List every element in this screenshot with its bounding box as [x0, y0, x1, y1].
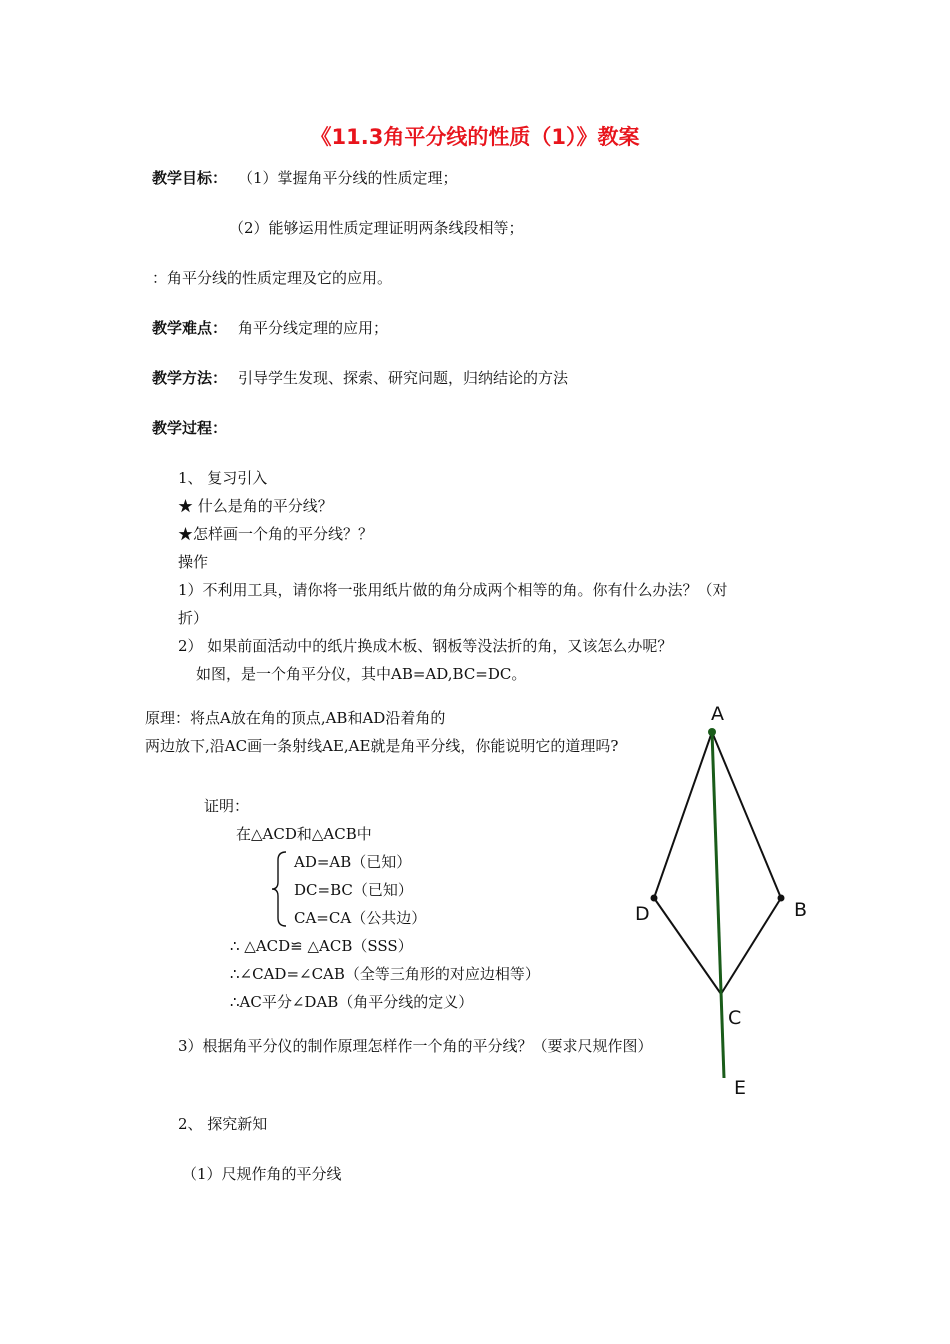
section1-heading: 1、 复习引入: [178, 469, 268, 487]
section2-heading: 2、 探究新知: [178, 1115, 268, 1133]
label-a: A: [711, 703, 724, 725]
brace-icon: [270, 850, 288, 928]
goal-item-2: （2）能够运用性质定理证明两条线段相等；: [229, 219, 524, 237]
step2: 2） 如果前面活动中的纸片换成木板、钢板等没法折的角，又该怎么办呢？: [178, 637, 673, 655]
principle-line1: 原理：将点A放在角的顶点,AB和AD沿着角的: [145, 709, 446, 727]
process-label: 教学过程：: [152, 419, 228, 437]
proof-condition-3: CA=CA（公共边）: [294, 909, 427, 927]
difficulty-label: 教学难点：: [152, 319, 228, 337]
segment-bc: [721, 898, 781, 994]
proof-condition-1: AD=AB（已知）: [294, 853, 412, 871]
step1-line2: 折）: [178, 609, 209, 627]
method-label: 教学方法：: [152, 369, 228, 387]
label-e: E: [734, 1077, 747, 1099]
step3: 3）根据角平分仪的制作原理怎样作一个角的平分线？（要求尺规作图）: [178, 1037, 653, 1055]
principle-line2: 两边放下,沿AC画一条射线AE,AE就是角平分线，你能说明它的道理吗?: [145, 737, 619, 755]
point-d: [651, 895, 658, 902]
question-1: ★ 什么是角的平分线？: [178, 497, 333, 515]
question-2: ★怎样画一个角的平分线？？: [178, 525, 374, 543]
proof-conclusion-2: ∴∠CAD=∠CAB（全等三角形的对应边相等）: [230, 965, 540, 983]
segment-ab: [712, 732, 781, 898]
ray-ae: [712, 732, 724, 1078]
point-b: [778, 895, 785, 902]
proof-condition-2: DC=BC（已知）: [294, 881, 413, 899]
figure-note: 如图，是一个角平分仪，其中AB=AD,BC=DC。: [196, 665, 527, 683]
proof-conclusion-3: ∴AC平分∠DAB（角平分线的定义）: [230, 993, 474, 1011]
segment-ad: [654, 732, 712, 898]
proof-conclusion-1: ∴ △ACD≌ △ACB（SSS）: [230, 937, 413, 955]
label-c: C: [728, 1007, 742, 1029]
angle-bisector-figure: [620, 690, 820, 1110]
label-b: B: [794, 899, 808, 921]
proof-label: 证明：: [204, 797, 250, 815]
difficulty-text: 角平分线定理的应用；: [238, 319, 389, 337]
proof-intro: 在△ACD和△ACB中: [236, 825, 372, 843]
method-text: 引导学生发现、探索、研究问题，归纳结论的方法: [238, 369, 569, 387]
key-point: ：角平分线的性质定理及它的应用。: [152, 269, 393, 287]
point-a: [708, 728, 716, 736]
segment-dc: [654, 898, 721, 994]
goal-item-1: （1）掌握角平分线的性质定理；: [238, 169, 458, 187]
label-d: D: [635, 903, 650, 925]
document-title: 《11.3角平分线的性质（1）》教案: [310, 125, 640, 149]
operation-label: 操作: [178, 553, 209, 571]
step1-line1: 1）不利用工具，请你将一张用纸片做的角分成两个相等的角。你有什么办法？（对: [178, 581, 728, 599]
goals-label: 教学目标：: [152, 169, 228, 187]
section2-sub1: （1）尺规作角的平分线: [182, 1165, 342, 1183]
